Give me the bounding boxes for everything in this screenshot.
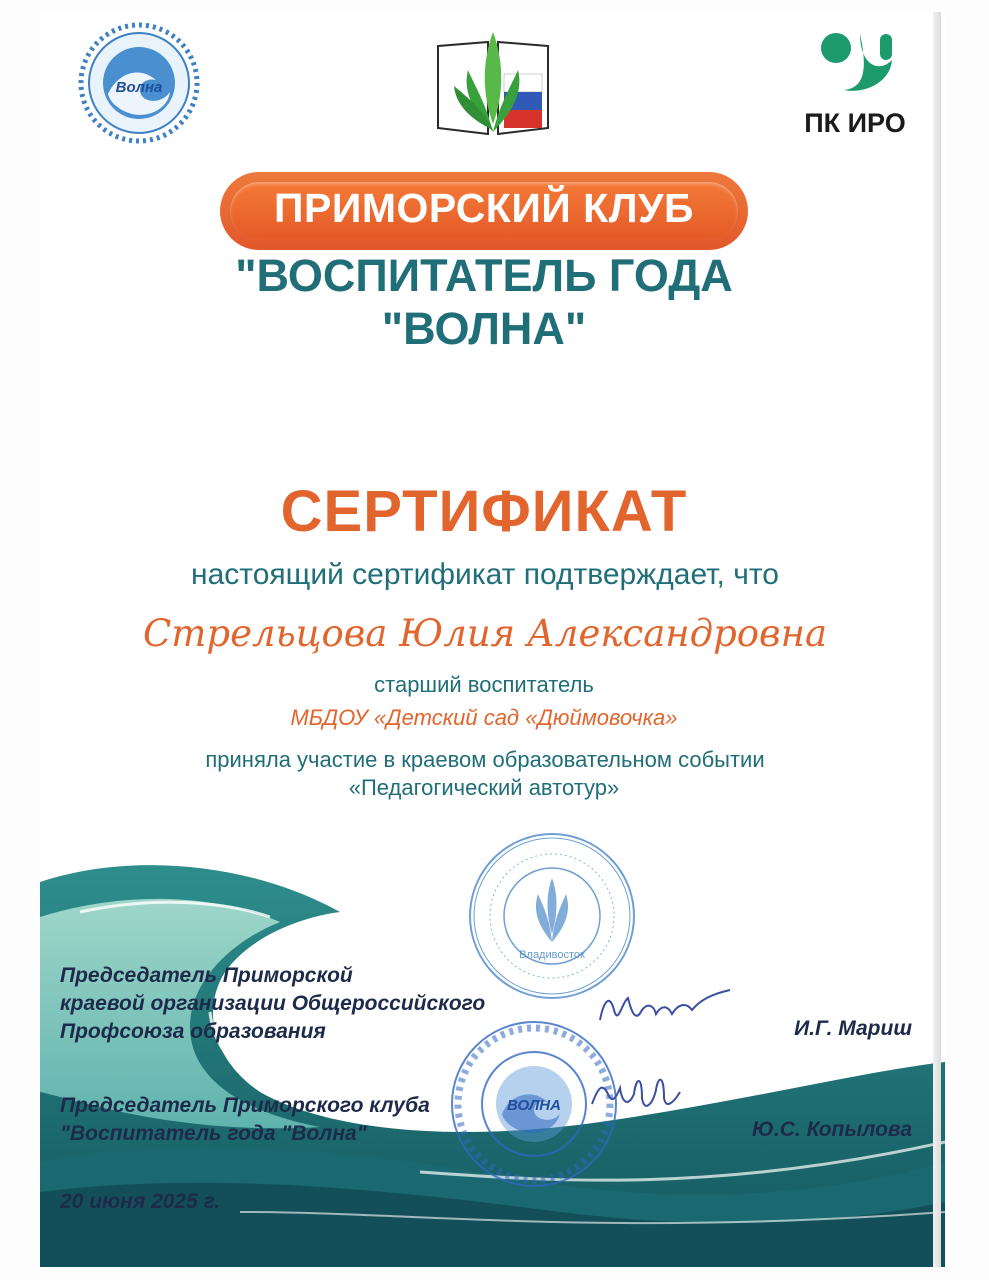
sheet-edge	[933, 12, 941, 1267]
svg-text:Владивосток: Владивосток	[519, 949, 585, 961]
event-name: «Педагогический автотур»	[348, 775, 620, 800]
contest-title-line2: "ВОЛНА"	[381, 303, 587, 354]
contest-title-line1: "ВОСПИТАТЕЛЬ ГОДА	[235, 250, 733, 301]
club-title: ПРИМОРСКИЙ КЛУБ	[274, 185, 694, 231]
signer2-name: Ю.С. Копылова	[752, 1118, 912, 1141]
svg-text:Волна: Волна	[115, 79, 163, 96]
profsoyuz-logo	[432, 24, 554, 144]
pk-iro-label: ПК ИРО	[804, 108, 906, 138]
document-date: 20 июня 2025 г.	[60, 1190, 221, 1213]
svg-text:ВОЛНА: ВОЛНА	[507, 1097, 561, 1114]
person-name: Стрельцова Юлия Александровна	[142, 612, 828, 655]
position-text: старший воспитатель	[374, 672, 594, 697]
organization-text: МБДОУ «Детский сад «Дюймовочка»	[290, 705, 678, 730]
signer1-name: И.Г. Мариш	[794, 1017, 912, 1040]
signer1-title: Председатель Приморской краевой организации Общероссийского Профсоюза образования	[60, 964, 486, 1043]
signer2-title: Председатель Приморского клуба "Воспитатель года "Волна"	[60, 1094, 430, 1145]
volna-club-logo	[78, 22, 200, 144]
signer2-signature	[586, 1068, 686, 1120]
pk-iro-logo	[818, 30, 898, 98]
event-text: приняла участие в краевом образовательном событии	[205, 747, 765, 772]
confirm-text: настоящий сертификат подтверждает, что	[191, 558, 779, 591]
certificate-title: СЕРТИФИКАТ	[280, 479, 688, 544]
